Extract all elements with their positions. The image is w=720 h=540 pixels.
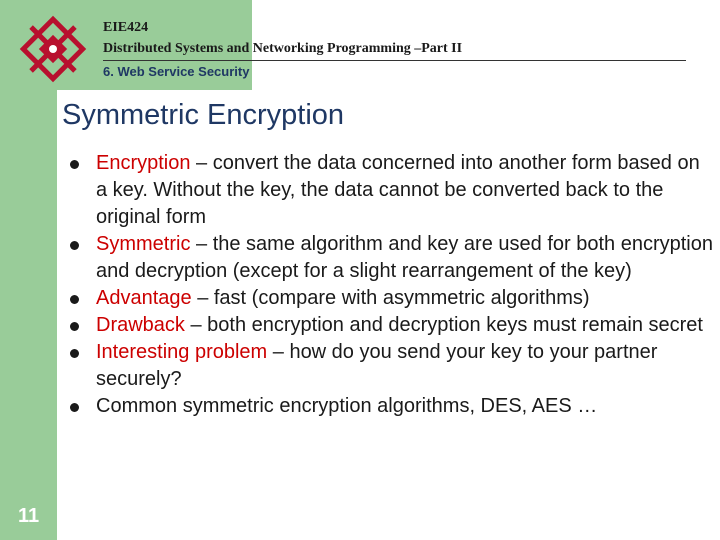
bullet-term: Drawback [96,314,185,336]
bullet-dot-icon [70,160,79,169]
polyu-logo-icon [18,14,88,84]
bullet-dot-icon [70,241,79,250]
bullet-text: – fast (compare with asymmetric algorithms) [191,287,590,309]
slide-title: Symmetric Encryption [62,99,345,131]
bullet-list [70,150,715,420]
section-title: 6. Web Service Security [103,64,250,79]
bullet-text: Common symmetric encryption algorithms, DES, AES … [96,395,598,417]
bullet-text: – the same algorithm and key are used for both encryption and decryption (except for a slight rearrangement of the key) [96,233,713,282]
bullet-dot-icon [70,295,79,304]
bullet-text: – convert the data concerned into another form based on a key. Without the key, the data cannot be converted back to the original form [96,152,700,228]
bullet-text: – how do you send your key to your partner securely? [96,341,658,390]
bullet-term: Symmetric [96,233,191,255]
page-number: 11 [18,505,40,527]
bullet-item [70,150,715,231]
bullet-item [70,339,715,393]
bullet-term: Interesting problem [96,341,268,363]
bullet-item [70,393,715,420]
header-divider [103,60,686,61]
bullet-text: – both encryption and decryption keys must remain secret [184,314,703,336]
bullet-item [70,312,715,339]
course-title: Distributed Systems and Networking Programming –Part II [103,41,463,56]
bullet-term: Encryption [96,152,191,174]
bullet-term: Advantage [96,287,192,309]
bullet-dot-icon [70,403,79,412]
bullet-item [70,231,715,285]
bullet-dot-icon [70,322,79,331]
course-code: EIE424 [103,20,149,35]
bullet-dot-icon [70,349,79,358]
bullet-item [70,285,715,312]
